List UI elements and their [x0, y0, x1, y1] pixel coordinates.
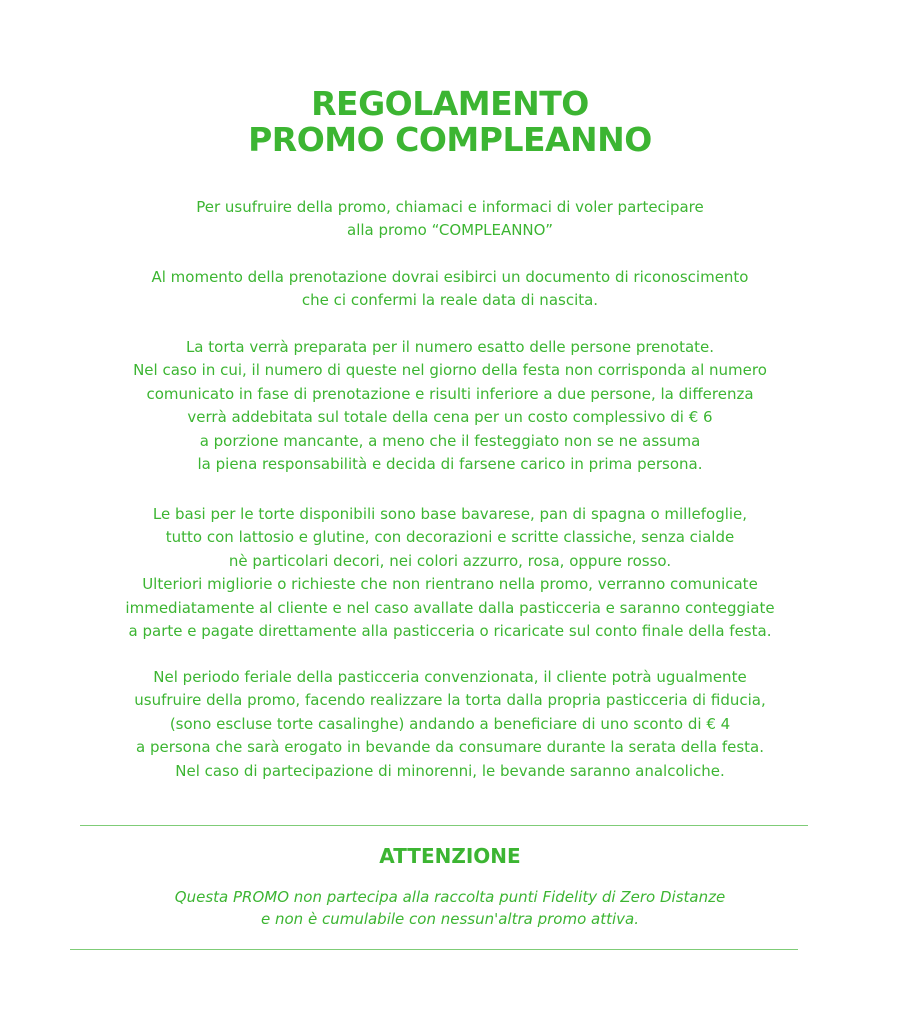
paragraph-how-to-join: [0, 196, 900, 243]
paragraph-line: a porzione mancante, a meno che il festeggiato non se ne assuma: [199, 431, 701, 450]
paragraph-cake-bases: [0, 503, 900, 643]
paragraph-line: La torta verrà preparata per il numero esatto delle persone prenotate.: [185, 338, 715, 356]
paragraph-line: verrà addebitata sul totale della cena per un costo complessivo di € 6: [187, 408, 713, 427]
paragraph-line: che ci confermi la reale data di nascita.: [301, 291, 599, 310]
paragraph-line: la piena responsabilità e decida di farsene carico in prima persona.: [197, 455, 703, 474]
divider-top: [80, 825, 808, 826]
paragraph-line: Nel periodo feriale della pasticceria convenzionata, il cliente potrà ugualmente: [153, 668, 747, 686]
paragraph-line: (sono escluse torte casalinghe) andando a beneficiare di uno sconto di € 4: [169, 714, 731, 733]
paragraph-line: tutto con lattosio e glutine, con decorazioni e scritte classiche, senza cialde: [165, 528, 735, 547]
attention-notice: [0, 886, 900, 930]
paragraph-line: Al momento della prenotazione dovrai esibirci un documento di riconoscimento: [151, 268, 749, 286]
notice-line: e non è cumulabile con nessun'altra promo attiva.: [261, 910, 639, 928]
paragraph-line: immediatamente al cliente e nel caso avallate dalla pasticceria e saranno conteggiate: [125, 598, 775, 617]
page-title-line-2: PROMO COMPLEANNO: [248, 120, 652, 159]
attention-heading: ATTENZIONE: [379, 844, 521, 868]
paragraph-line: a parte e pagate direttamente alla pasticceria o ricaricate sul conto finale della festa.: [128, 622, 772, 641]
paragraph-line: a persona che sarà erogato in bevande da consumare durante la serata della festa.: [135, 738, 764, 757]
paragraph-line: Ulteriori migliorie o richieste che non rientrano nella promo, verranno comunicate: [142, 575, 758, 594]
paragraph-line: Nel caso in cui, il numero di queste nel giorno della festa non corrisponda al numero: [133, 361, 767, 380]
paragraph-holiday-period: [0, 666, 900, 783]
paragraph-line: alla promo “COMPLEANNO”: [347, 221, 553, 240]
page-title-line-1: REGOLAMENTO: [311, 84, 589, 123]
paragraph-id-document: [0, 266, 900, 313]
paragraph-line: usufruire della promo, facendo realizzare la torta dalla propria pasticceria di fiducia,: [134, 691, 766, 710]
paragraph-line: Nel caso di partecipazione di minorenni, le bevande saranno analcoliche.: [175, 761, 725, 780]
paragraph-cake-portions: [0, 336, 900, 476]
paragraph-line: Le basi per le torte disponibili sono base bavarese, pan di spagna o millefoglie,: [152, 505, 748, 523]
notice-line: Questa PROMO non partecipa alla raccolta punti Fidelity di Zero Distanze: [174, 888, 726, 906]
paragraph-line: Per usufruire della promo, chiamaci e informaci di voler partecipare: [196, 198, 704, 216]
paragraph-line: nè particolari decori, nei colori azzurro, rosa, oppure rosso.: [228, 551, 672, 570]
divider-bottom: [70, 949, 798, 950]
paragraph-line: comunicato in fase di prenotazione e risulti inferiore a due persone, la differenza: [146, 384, 754, 403]
